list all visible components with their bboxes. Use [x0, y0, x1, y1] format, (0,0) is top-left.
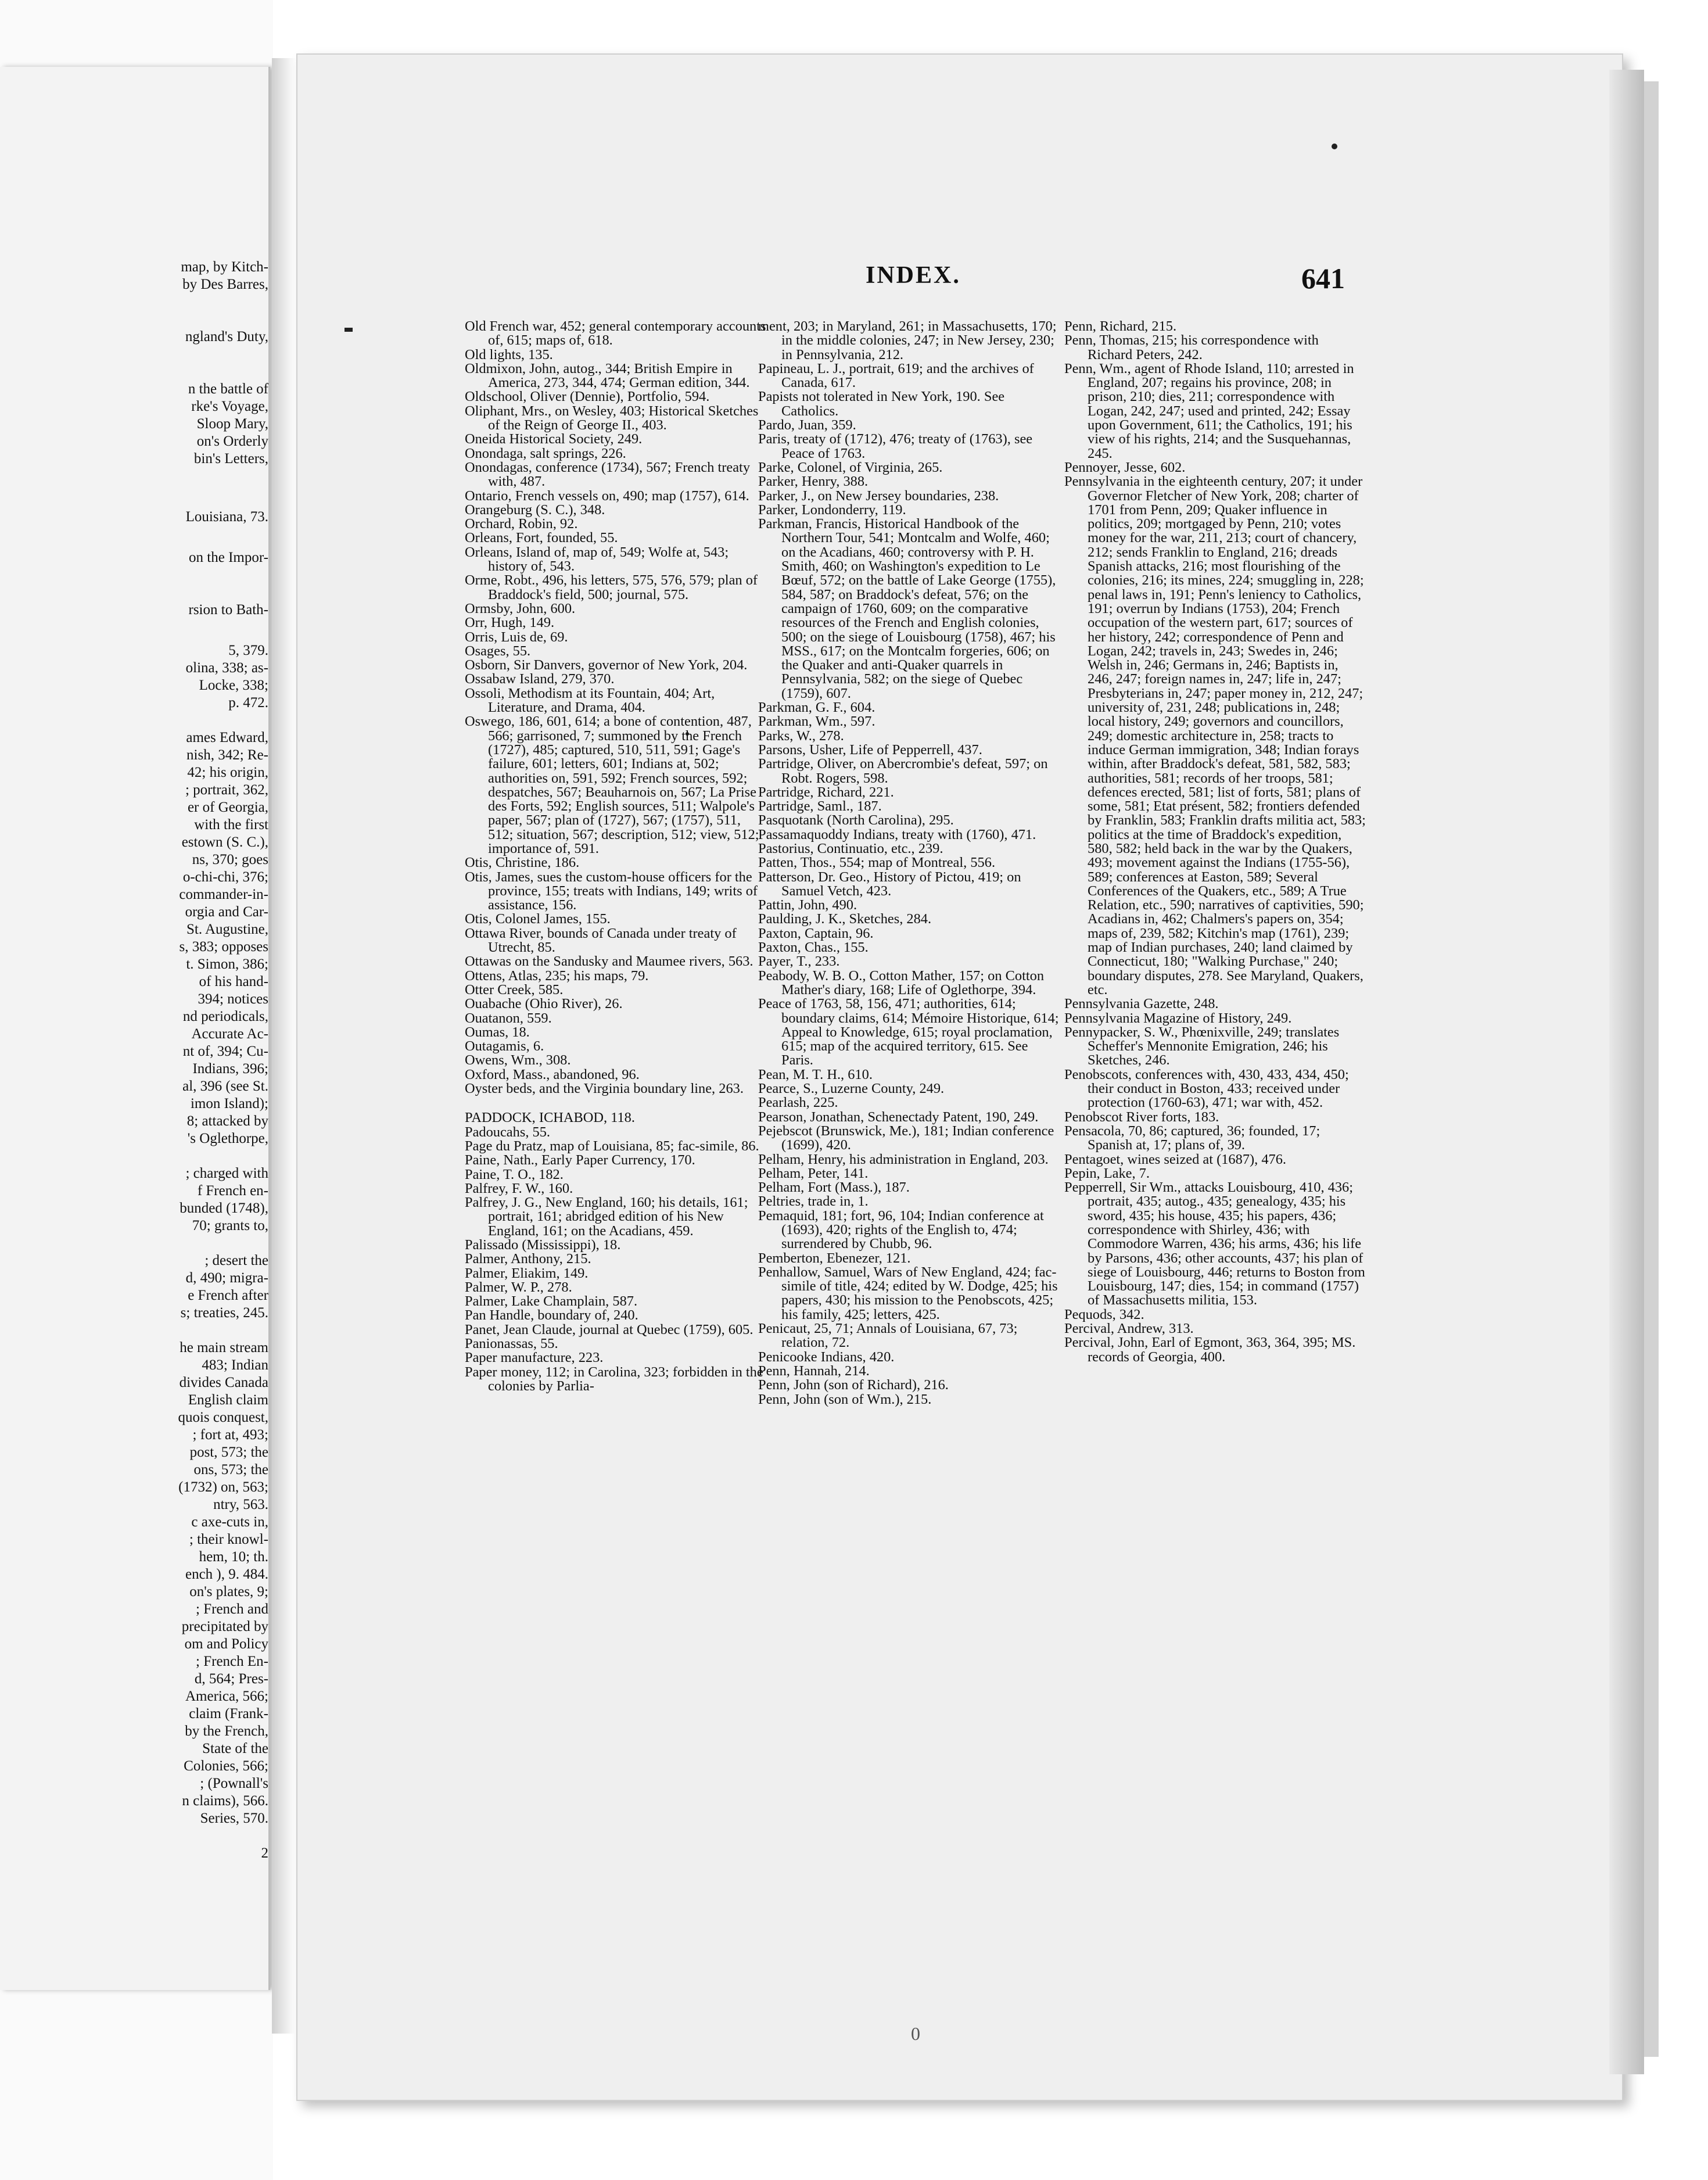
index-entry: Orris, Luis de, 69.	[465, 629, 568, 645]
left-page-fragment: n the battle of	[188, 381, 268, 397]
section-gap	[465, 1096, 767, 1111]
index-entry: Palfrey, J. G., New England, 160; his details, 161; portrait, 161; abridged edition of his New England, 161; on the Acadians, 459.	[465, 1195, 748, 1239]
page-stack-edge	[1609, 70, 1644, 2074]
left-page-fragment: ; desert the	[204, 1253, 268, 1268]
index-entry: Outagamis, 6.	[465, 1038, 544, 1055]
index-entry: Penobscot River forts, 183.	[1064, 1109, 1219, 1125]
left-page-fragment: s; treaties, 245.	[180, 1305, 268, 1321]
index-entry: Oldschool, Oliver (Dennie), Portfolio, 594.	[465, 389, 710, 405]
page-number: 641	[1301, 262, 1345, 295]
index-entry: Pemaquid, 181; fort, 96, 104; Indian conference at (1693), 420; rights of the English to, 474; surrendered by Chubb, 96.	[758, 1207, 1044, 1252]
left-page-fragment: ; (Pownall's	[200, 1776, 268, 1791]
left-page-fragment: c axe-cuts in,	[191, 1514, 268, 1530]
left-page-fragment: 5, 379.	[228, 643, 268, 658]
left-page-fragment: ; fort at, 493;	[192, 1427, 268, 1443]
index-entry: Penn, John (son of Richard), 216.	[758, 1377, 949, 1393]
index-entry: Oliphant, Mrs., on Wesley, 403; Historical Sketches of the Reign of George II., 403.	[465, 403, 759, 433]
index-entry: Ontario, French vessels on, 490; map (1757), 614.	[465, 487, 749, 504]
index-entry: Paine, T. O., 182.	[465, 1166, 564, 1182]
index-entry: Ottawa River, bounds of Canada under treaty of Utrecht, 85.	[465, 925, 737, 956]
index-entry: Page du Pratz, map of Louisiana, 85; fac-simile, 86.	[465, 1138, 759, 1154]
index-entry: Pelham, Fort (Mass.), 187.	[758, 1179, 910, 1196]
index-entry: Papineau, L. J., portrait, 619; and the archives of Canada, 617.	[758, 360, 1034, 391]
index-entry: Old French war, 452; general contemporary accounts of, 615; maps of, 618.	[465, 318, 766, 349]
index-entry: Oswego, 186, 601, 614; a bone of contention, 487, 566; garrisoned, 7; summoned by the French (1727), 485; captured, 510, 511, 591; Gage's failure, 601; letters, 601; Indians at, 502; authorities on, 591, 592; French sources, 592; despatches, 567; Beauharnois on, 567; La Prise des Forts, 592; English sources, 511; Walpole's paper, 567; plan of (1727), 567; (1757), 511, 512; situation, 567; description, 512; view, 512; importance of, 591.	[465, 713, 759, 856]
index-entry: Oyster beds, and the Virginia boundary line, 263.	[465, 1081, 744, 1097]
index-entry: Ossabaw Island, 279, 370.	[465, 671, 615, 687]
left-page-fragment: commander-in-	[179, 887, 268, 902]
index-entry: Palmer, W. P., 278.	[465, 1279, 572, 1295]
left-page-fragment: 's Oglethorpe,	[187, 1131, 268, 1146]
index-entry: Paxton, Captain, 96.	[758, 925, 874, 941]
index-entry: Paper manufacture, 223.	[465, 1350, 604, 1366]
index-entry: Pennsylvania in the eighteenth century, 207; it under Governor Fletcher of New York, 208; charter of 1701 from Penn, 209; Quaker influence in politics, 209; mortgaged by Penn, 210; votes money for the war, 211, 213; court of chancery, 212; sends Franklin to England, 216; dreads Spanish attacks, 216; most flourishing of the colonies, 216; its mines, 224; smuggling in, 228; penal laws in, 191; Penn's leniency to Catholics, 191; overrun by Indians (1753), 204; French occupation of the western part, 617; sources of her history, 242; correspondence of Penn and Logan, 242; travels in, 243; Swedes in, 246; Welsh in, 246; Germans in, 246; Baptists in, 246, 247; foreign names in, 247; life in, 247; Presbyterians in, 247; paper money in, 212, 247; university of, 231, 248; publications in, 248; local history, 249; governors and councillors, 249; domestic architecture in, 258; tracts to induce German immigration, 348; Indian forays within, after Braddock's defeat, 581, 582, 583; authorities, 581; records of her troops, 581; defences erected, 581; list of forts, 581; plans of some, 581; Etat présent, 582; frontiers defended by Franklin, 583; Franklin drafts militia act, 583; politics at the time of Braddock's expedition, 580, 582; held back in the war by the Quakers, 493; movement against the Indians (1755-56), 589; conferences at Easton, 589; Several Conferences of the Quakers, etc., 589; A True Relation, etc., 590; narratives of captivities, 590; Acadians in, 462; Chalmers's papers on, 354; maps of, 239, 582; Kitchin's map (1761), 239; map of Indian purchases, 240; land claimed by Connecticut, 180; "Walking Purchase," 240; boundary disputes, 278. See Maryland, Quakers, etc.	[1064, 474, 1366, 998]
index-entry: Parker, Henry, 388.	[758, 474, 869, 490]
left-page-fragment: ; portrait, 362,	[185, 782, 268, 798]
left-page-fragment: olina, 338; as-	[185, 660, 268, 676]
index-entry: Otis, Christine, 186.	[465, 855, 580, 871]
index-entry: Pentagoet, wines seized at (1687), 476.	[1064, 1151, 1287, 1167]
left-page-fragment: 2	[261, 1845, 268, 1861]
left-page-fragment: rsion to Bath-	[188, 602, 268, 618]
index-entry: Parke, Colonel, of Virginia, 265.	[758, 459, 943, 475]
left-page-fragment: 483; Indian	[202, 1357, 268, 1373]
left-page-fragment: om and Policy	[184, 1636, 268, 1652]
index-entry: Parsons, Usher, Life of Pepperrell, 437.	[758, 741, 982, 758]
left-page-fragment: ; their knowl-	[189, 1532, 268, 1547]
index-entry: Penhallow, Samuel, Wars of New England, 424; fac-simile of title, 424; edited by W. Dodge, 425; his papers, 430; his mission to the Penobscots, 425; his family, 425; letters, 425.	[758, 1264, 1058, 1322]
index-entry: Orleans, Fort, founded, 55.	[465, 530, 618, 546]
index-column-1	[465, 320, 767, 1393]
left-page-fragment: map, by Kitch-	[181, 259, 268, 275]
index-entry: Pastorius, Continuatio, etc., 239.	[758, 840, 943, 856]
left-page-fragment: 394; notices	[198, 991, 268, 1007]
index-entry: Pan Handle, boundary of, 240.	[465, 1307, 638, 1324]
index-entry: Parker, J., on New Jersey boundaries, 238.	[758, 487, 999, 504]
left-page-fragment: with the first	[194, 817, 268, 833]
index-entry: Parkman, Wm., 597.	[758, 713, 875, 730]
index-entry: Orchard, Robin, 92.	[465, 516, 578, 532]
left-page-fragment: d, 564; Pres-	[194, 1671, 268, 1687]
left-page-fragment: Colonies, 566;	[184, 1758, 268, 1774]
left-page-fragment: on's Orderly	[196, 433, 268, 449]
index-entry: Payer, T., 233.	[758, 953, 840, 970]
index-column-3	[1064, 320, 1366, 1364]
left-page-fragment: nd periodicals,	[182, 1009, 268, 1024]
left-page-fragment: of his hand-	[199, 974, 268, 989]
left-page-fragment: on the Impor-	[189, 550, 268, 565]
left-page-fragment: ns, 370; goes	[192, 852, 268, 867]
index-entry: Oumas, 18.	[465, 1024, 530, 1040]
left-page-fragment: claim (Frank-	[189, 1706, 268, 1722]
index-entry: Orr, Hugh, 149.	[465, 615, 555, 631]
index-entry: Oldmixon, John, autog., 344; British Empire in America, 273, 344, 474; German edition, 344.	[465, 360, 750, 391]
left-page-fragment: ames Edward,	[186, 730, 268, 745]
left-page-fragment: post, 573; the	[189, 1444, 268, 1460]
index-entry: Padoucahs, 55.	[465, 1124, 550, 1140]
index-entry: Panet, Jean Claude, journal at Quebec (1759), 605.	[465, 1321, 753, 1338]
index-entry: Peabody, W. B. O., Cotton Mather, 157; on Cotton Mather's diary, 168; Life of Oglethorpe, 394.	[758, 967, 1045, 998]
index-entry: Pennoyer, Jesse, 602.	[1064, 459, 1186, 475]
footer-mark: 0	[911, 2023, 920, 2044]
left-page-fragment: ons, 573; the	[193, 1462, 268, 1478]
left-page-fragment: Locke, 338;	[199, 677, 268, 693]
left-page-fragment: on's plates, 9;	[189, 1584, 268, 1600]
left-page-fragment: bunded (1748),	[180, 1200, 268, 1216]
index-entry: Panionassas, 55.	[465, 1336, 558, 1352]
left-page-fragment: nish, 342; Re-	[186, 747, 268, 763]
index-entry: Pennsylvania Magazine of History, 249.	[1064, 1010, 1292, 1026]
index-entry: Palfrey, F. W., 160.	[465, 1180, 573, 1196]
left-page-fragment: o-chi-chi, 376;	[182, 869, 268, 885]
index-entry: Owens, Wm., 308.	[465, 1052, 571, 1069]
index-entry: Onondagas, conference (1734), 567; French treaty with, 487.	[465, 459, 751, 490]
index-entry: ment, 203; in Maryland, 261; in Massachusetts, 170; in the middle colonies, 247; in New Jersey, 230; in Pennsylvania, 212.	[758, 318, 1057, 363]
left-page-fragment: al, 396 (see St.	[182, 1078, 268, 1094]
index-entry: Osborn, Sir Danvers, governor of New York, 204.	[465, 657, 748, 673]
left-page-fragment: Accurate Ac-	[191, 1026, 268, 1042]
ink-speck	[1332, 144, 1337, 149]
left-page-fragment: by the French,	[185, 1723, 268, 1739]
index-entry: Patterson, Dr. Geo., History of Pictou, 419; on Samuel Vetch, 423.	[758, 869, 1021, 899]
index-entry: Peace of 1763, 58, 156, 471; authorities, 614; boundary claims, 614; Mémoire Historique, 614; Appeal to Knowledge, 615; royal proclamation, 615; map of the acquired territory, 615. See Paris.	[758, 996, 1059, 1069]
left-page-fragment: divides Canada	[179, 1375, 268, 1390]
index-entry: Pearson, Jonathan, Schenectady Patent, 190, 249.	[758, 1109, 1039, 1125]
left-page-fragment: er of Georgia,	[187, 799, 268, 815]
index-entry: Pelham, Henry, his administration in England, 203.	[758, 1151, 1049, 1167]
index-entry: Paxton, Chas., 155.	[758, 940, 869, 956]
left-page-fragment: ench ), 9. 484.	[185, 1566, 268, 1582]
index-entry: PADDOCK, ICHABOD, 118.	[465, 1110, 635, 1126]
index-entry: Pardo, Juan, 359.	[758, 417, 856, 433]
left-page-fragment: orgia and Car-	[185, 904, 268, 920]
index-entry: Otis, Colonel James, 155.	[465, 911, 611, 927]
index-entry: Penn, John (son of Wm.), 215.	[758, 1391, 932, 1407]
index-entry: Paper money, 112; in Carolina, 323; forbidden in the colonies by Parlia-	[465, 1364, 763, 1394]
index-entry: Pepperrell, Sir Wm., attacks Louisbourg, 410, 436; portrait, 435; autog., 435; genealogy, 435; his sword, 435; his house, 435; his papers, 436; correspondence with Shirley, 436; with Commodore Warren, 436; his arms, 436; his life by Parsons, 436; other accounts, 437; his plan of siege of Louisbourg, 446; returns to Boston from Louisbourg, 147; dies, 154; in command (1757) of Massachusetts militia, 153.	[1064, 1179, 1365, 1308]
left-page-fragment: f French en-	[197, 1183, 268, 1199]
left-page-fragment: rke's Voyage,	[191, 399, 268, 414]
left-page-fragment: 70; grants to,	[192, 1218, 268, 1234]
index-entry: Penobscots, conferences with, 430, 433, 434, 450; their conduct in Boston, 433; received under protection (1760-63), 471; war with, 452.	[1064, 1066, 1349, 1111]
left-page-fragment: he main stream	[180, 1340, 268, 1356]
left-page-edge	[0, 67, 270, 1990]
index-entry: Paris, treaty of (1712), 476; treaty of (1763), see Peace of 1763.	[758, 431, 1033, 461]
index-entry: Passamaquoddy Indians, treaty with (1760), 471.	[758, 826, 1036, 842]
index-entry: Orleans, Island of, map of, 549; Wolfe at, 543; history of, 543.	[465, 544, 729, 575]
index-entry: Pean, M. T. H., 610.	[758, 1066, 873, 1082]
index-entry: Ottawas on the Sandusky and Maumee rivers, 563.	[465, 953, 753, 970]
index-entry: Oneida Historical Society, 249.	[465, 431, 643, 447]
index-entry: Ottens, Atlas, 235; his maps, 79.	[465, 967, 649, 984]
left-page-fragment: Series, 570.	[200, 1810, 268, 1826]
left-page-fragment: bin's Letters,	[193, 451, 268, 467]
left-page-fragment: ; French En-	[196, 1654, 268, 1669]
index-entry: Penn, Thomas, 215; his correspondence with Richard Peters, 242.	[1064, 332, 1319, 363]
index-entry: Patten, Thos., 554; map of Montreal, 556.	[758, 855, 996, 871]
left-page-fragment: 8; attacked by	[186, 1113, 268, 1129]
left-page-fragment: America, 566;	[185, 1688, 268, 1704]
index-entry: Otis, James, sues the custom-house officers for the province, 155; treats with Indians, 149; writs of assistance, 156.	[465, 869, 758, 913]
index-entry: Pattin, John, 490.	[758, 897, 857, 913]
index-entry: Oxford, Mass., abandoned, 96.	[465, 1066, 640, 1082]
index-entry: Penn, Hannah, 214.	[758, 1362, 870, 1379]
index-entry: Penn, Richard, 215.	[1064, 318, 1177, 334]
left-page-fragment: St. Augustine,	[186, 922, 268, 937]
index-entry: Partridge, Oliver, on Abercrombie's defeat, 597; on Robt. Rogers, 598.	[758, 756, 1048, 786]
index-entry: Pennsylvania Gazette, 248.	[1064, 996, 1219, 1012]
page-title: INDEX.	[866, 262, 961, 289]
left-page-fragment: ntry, 563.	[213, 1497, 268, 1512]
left-page-fragment: State of the	[202, 1741, 268, 1756]
index-entry: Orangeburg (S. C.), 348.	[465, 501, 605, 518]
left-page-fragment: by Des Barres,	[182, 277, 268, 292]
index-entry: Penicooke Indians, 420.	[758, 1349, 895, 1365]
index-entry: Parker, Londonderry, 119.	[758, 501, 906, 518]
left-page-fragment: s, 383; opposes	[179, 939, 268, 955]
margin-mark	[345, 328, 353, 332]
index-entry: Percival, John, Earl of Egmont, 363, 364, 395; MS. records of Georgia, 400.	[1064, 1335, 1356, 1365]
index-entry: Ormsby, John, 600.	[465, 600, 576, 616]
left-page-fragment: quois conquest,	[178, 1410, 268, 1425]
left-page-fragment: n claims), 566.	[182, 1793, 268, 1809]
index-entry: Ouabache (Ohio River), 26.	[465, 996, 623, 1012]
index-entry: Parkman, G. F., 604.	[758, 700, 875, 716]
left-page-fragment: Indians, 396;	[192, 1061, 268, 1077]
index-entry: Pequods, 342.	[1064, 1306, 1144, 1322]
index-entry: Papists not tolerated in New York, 190. See Catholics.	[758, 389, 1005, 419]
left-page-fragment: hem, 10; th.	[199, 1549, 268, 1565]
index-entry: Pelham, Peter, 141.	[758, 1165, 869, 1181]
index-entry: Palmer, Eliakim, 149.	[465, 1265, 589, 1281]
index-entry: Ouatanon, 559.	[465, 1010, 552, 1026]
index-entry: Old lights, 135.	[465, 346, 553, 363]
index-entry: Otter Creek, 585.	[465, 981, 564, 998]
index-entry: Pemberton, Ebenezer, 121.	[758, 1250, 911, 1266]
left-page-fragment: (1732) on, 563;	[178, 1479, 268, 1495]
index-entry: Pejebscot (Brunswick, Me.), 181; Indian conference (1699), 420.	[758, 1123, 1054, 1153]
index-entry: Onondaga, salt springs, 226.	[465, 445, 626, 461]
left-page-fragment: ngland's Duty,	[185, 329, 268, 345]
index-entry: Paulding, J. K., Sketches, 284.	[758, 911, 932, 927]
index-entry: Orme, Robt., 496, his letters, 575, 576, 579; plan of Braddock's field, 500; journal, 575.	[465, 572, 758, 603]
left-page-fragment: 42; his origin,	[187, 765, 268, 780]
index-entry: Partridge, Saml., 187.	[758, 798, 882, 815]
index-entry: Pepin, Lake, 7.	[1064, 1165, 1150, 1181]
left-page-fragment: t. Simon, 386;	[186, 956, 268, 972]
index-entry: Peltries, trade in, 1.	[758, 1193, 869, 1210]
index-entry: Penn, Wm., agent of Rhode Island, 110; arrested in England, 207; regains his province, 208; in prison, 210; dies, 211; correspondence with Logan, 242, 247; used and printed, 242; Essay upon Government, 611; the Catholics, 191; his view of his rights, 214; and the Susquehannas, 245.	[1064, 360, 1354, 461]
index-entry: Parkman, Francis, Historical Handbook of the Northern Tour, 541; Montcalm and Wolfe, 460; on the Acadians, 460; controversy with P. H. Smith, 460; on Washington's expedition to Le Bœuf, 572; on the battle of Lake George (1755), 584, 587; on Braddock's defeat, 576; on the campaign of 1760, 609; on the comparative resources of the French and English colonies, 500; on the siege of Louisbourg (1758), 467; his MSS., 617; on the Montcalm forgeries, 606; on the Quaker and anti-Quaker quarrels in Pennsylvania, 582; on the siege of Quebec (1759), 607.	[758, 516, 1056, 701]
index-entry: Parks, W., 278.	[758, 727, 844, 744]
index-entry: Ossoli, Methodism at its Fountain, 404; Art, Literature, and Drama, 404.	[465, 685, 715, 716]
left-page-fragment: imon Island);	[190, 1096, 268, 1111]
left-page-fragment: estown (S. C.),	[181, 834, 268, 850]
index-entry: Palissado (Mississippi), 18.	[465, 1237, 621, 1253]
left-page-fragment: Sloop Mary,	[196, 416, 268, 432]
left-page-fragment: English claim	[188, 1392, 268, 1408]
left-page-fragment: nt of, 394; Cu-	[182, 1044, 268, 1059]
book-gutter	[272, 58, 295, 2034]
left-page-fragment: e French after	[188, 1288, 268, 1303]
index-entry: Partridge, Richard, 221.	[758, 784, 894, 800]
index-column-2	[758, 320, 1060, 1407]
index-entry: Pearlash, 225.	[758, 1095, 838, 1111]
left-page-fragment: d, 490; migra-	[185, 1270, 268, 1286]
left-page-fragment: ; French and	[196, 1601, 268, 1617]
left-page-fragment: Louisiana, 73.	[185, 509, 268, 525]
index-entry: Pasquotank (North Carolina), 295.	[758, 812, 954, 829]
index-entry: Pennypacker, S. W., Phœnixville, 249; translates Scheffer's Mennonite Emigration, 246; his Sketches, 246.	[1064, 1024, 1340, 1069]
index-entry: Percival, Andrew, 313.	[1064, 1321, 1194, 1337]
index-entry: Osages, 55.	[465, 643, 531, 659]
left-page-fragment: p. 472.	[228, 695, 268, 711]
index-entry: Paine, Nath., Early Paper Currency, 170.	[465, 1152, 695, 1168]
page-stack-edge-outer	[1644, 81, 1659, 2057]
left-page-fragment: ; charged with	[185, 1166, 268, 1181]
index-entry: Pearce, S., Luzerne County, 249.	[758, 1081, 945, 1097]
left-page-fragment: precipitated by	[181, 1619, 268, 1634]
index-entry: Palmer, Anthony, 215.	[465, 1251, 591, 1267]
index-entry: Pensacola, 70, 86; captured, 36; founded, 17; Spanish at, 17; plans of, 39.	[1064, 1123, 1321, 1153]
index-entry: Penicaut, 25, 71; Annals of Louisiana, 67, 73; relation, 72.	[758, 1321, 1018, 1351]
index-entry: Palmer, Lake Champlain, 587.	[465, 1293, 638, 1310]
